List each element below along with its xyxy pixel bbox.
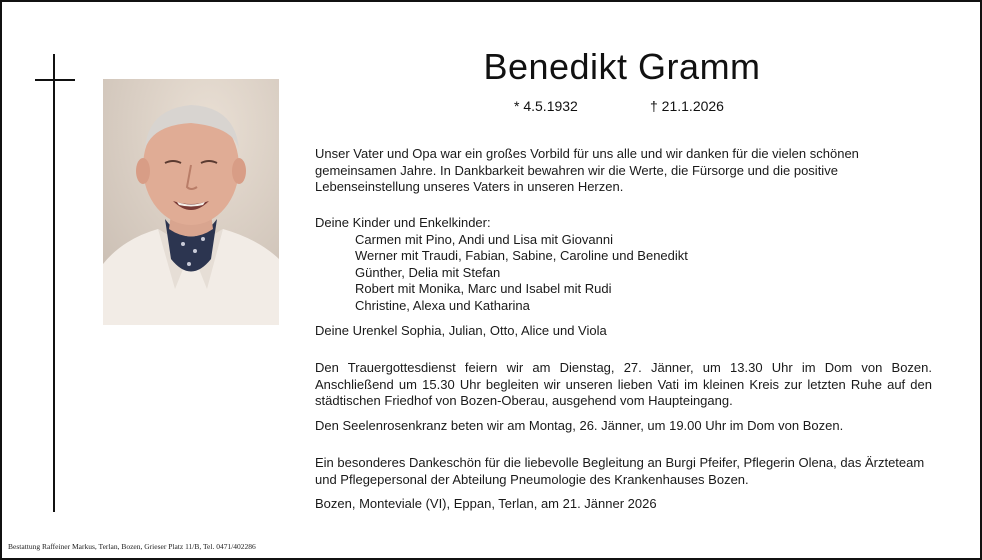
- family-line: Robert mit Monika, Marc und Isabel mit Rudi: [355, 281, 612, 296]
- family-line: Carmen mit Pino, Andi und Lisa mit Giovanni: [355, 231, 613, 247]
- place-date: Bozen, Monteviale (VI), Eppan, Terlan, am 21. Jänner 2026: [315, 496, 657, 511]
- rosary-paragraph: Den Seelenrosenkranz beten wir am Montag, 26. Jänner, um 19.00 Uhr im Dom von Bozen.: [315, 418, 844, 433]
- death-date: † 21.1.2026: [650, 98, 724, 114]
- funeral-home-footer: Bestattung Raffeiner Markus, Terlan, Bozen, Grieser Platz 11/B, Tel. 0471/402286: [8, 542, 256, 551]
- family-line: Günther, Delia mit Stefan: [355, 264, 501, 280]
- family-heading: Deine Kinder und Enkelkinder:: [315, 215, 491, 230]
- deceased-name: Benedikt Gramm: [483, 46, 761, 87]
- funeral-paragraph: Den Trauergottesdienst feiern wir am Dienstag, 27. Jänner, um 13.30 Uhr im Dom von Bozen. Anschließend um 15.30 Uhr begleiten wir unseren lieben Vati im kleinen Kreis zur letzten Ruhe auf den städtischen Friedhof von Bozen-Oberau, ausgehend vom Haupteingang.: [315, 360, 932, 408]
- family-line: Christine, Alexa und Katharina: [355, 297, 530, 313]
- cross-icon: [53, 54, 55, 512]
- great-grandchildren: Deine Urenkel Sophia, Julian, Otto, Alice und Viola: [315, 323, 607, 338]
- portrait-illustration: [103, 79, 279, 325]
- birth-date: * 4.5.1932: [514, 98, 578, 114]
- intro-paragraph: Unser Vater und Opa war ein großes Vorbild für uns alle und wir danken für die vielen schönen gemeinsamen Jahre. In Dankbarkeit bewahren wir die Werte, die Fürsorge und die positive Lebenseinstellung unseres Vaters in unseren Herzen.: [315, 146, 859, 194]
- family-line: Werner mit Traudi, Fabian, Sabine, Caroline und Benedikt: [355, 248, 688, 263]
- family-section: [315, 215, 932, 314]
- portrait-photo: [103, 79, 279, 325]
- thanks-paragraph: Ein besonderes Dankeschön für die liebevolle Begleitung an Burgi Pfeifer, Pflegerin Olena, das Ärzteteam und Pflegepersonal der Abteilung Pneumologie des Krankenhauses Bozen.: [315, 455, 925, 487]
- cross-icon-bar: [35, 79, 75, 81]
